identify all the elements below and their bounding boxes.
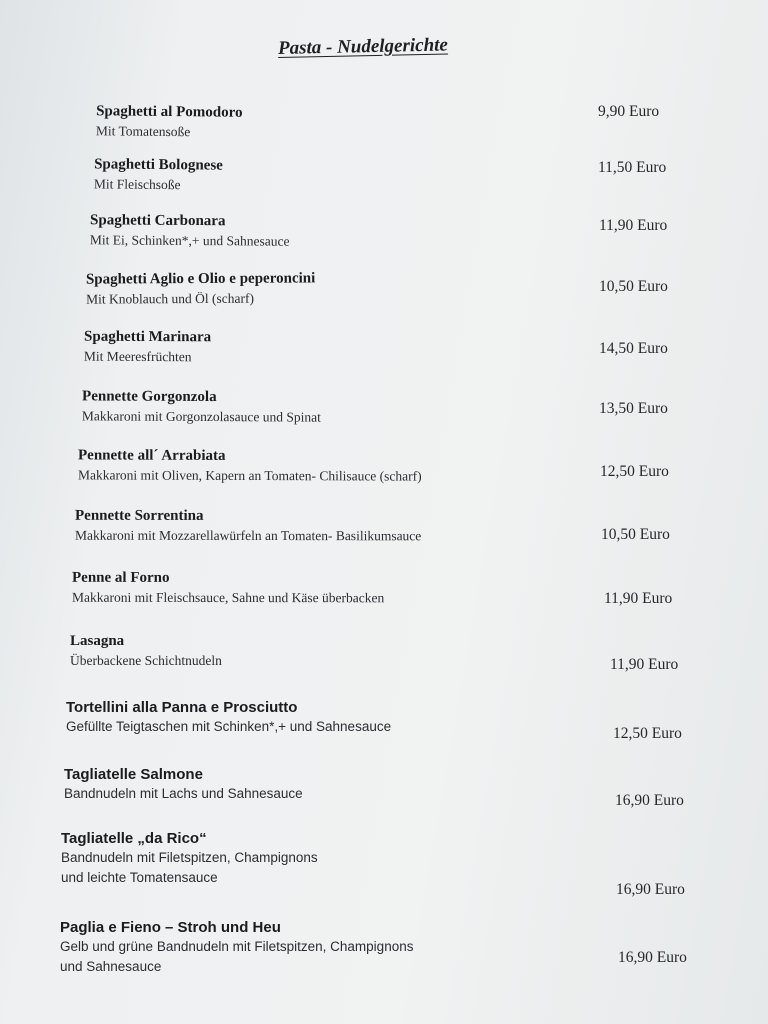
item-name: Pennette Gorgonzola (82, 388, 217, 406)
item-name: Paglia e Fieno – Stroh und Heu (60, 919, 281, 936)
item-description: Mit Knoblauch und Öl (scharf) (86, 290, 255, 307)
menu-item (90, 211, 290, 251)
item-description: Mit Meeresfrüchten (83, 348, 192, 365)
item-description: Bandnudeln mit Filetspitzen, Champignons (61, 850, 318, 865)
item-name: Spaghetti Bolognese (94, 156, 223, 174)
page-title: Pasta - Nudelgerichte (277, 34, 449, 59)
item-name: Spaghetti Carbonara (90, 212, 226, 230)
item-description: Mit Ei, Schinken*,+ und Sahnesauce (89, 232, 290, 249)
item-price: 12,50 Euro (600, 463, 669, 480)
item-price: 16,90 Euro (616, 881, 685, 898)
item-description: Mit Tomatensoße (95, 123, 191, 140)
item-description: Makkaroni mit Oliven, Kapern an Tomaten- Chilisauce (scharf) (77, 467, 422, 484)
item-name: Tagliatelle „da Rico“ (61, 830, 207, 847)
menu-item (94, 155, 223, 195)
menu-item (84, 328, 211, 368)
menu-item (96, 102, 243, 143)
item-description: und Sahnesauce (60, 959, 162, 974)
item-description: Überbackene Schichtnudeln (70, 653, 222, 668)
item-name: Spaghetti Aglio e Olio e peperoncini (85, 270, 316, 288)
item-description: Gelb und grüne Bandnudeln mit Filetspitzen, Champignons (60, 939, 414, 954)
item-price: 14,50 Euro (599, 340, 668, 357)
item-price: 11,50 Euro (598, 159, 667, 176)
item-description: Makkaroni mit Fleischsauce, Sahne und Käse überbacken (71, 589, 385, 606)
menu-item (78, 446, 422, 486)
item-description: und leichte Tomatensauce (61, 870, 218, 885)
menu-item (72, 569, 384, 609)
menu-item (61, 829, 318, 888)
item-name: Penne al Forno (72, 569, 170, 586)
item-price: 11,90 Euro (599, 217, 668, 234)
item-price: 10,50 Euro (601, 526, 670, 543)
item-price: 16,90 Euro (615, 792, 684, 809)
menu-item (86, 269, 316, 309)
item-name: Spaghetti Marinara (84, 328, 212, 346)
item-price: 10,50 Euro (599, 278, 668, 295)
item-description: Makkaroni mit Gorgonzolasauce und Spinat (81, 408, 321, 425)
menu-item (82, 387, 321, 427)
item-name: Tortellini alla Panna e Prosciutto (66, 699, 298, 716)
item-price: 13,50 Euro (599, 400, 668, 417)
item-name: Pennette all´ Arrabiata (78, 447, 226, 464)
menu-item (70, 632, 222, 671)
menu-item (66, 698, 391, 737)
item-price: 9,90 Euro (598, 103, 660, 120)
item-description: Makkaroni mit Mozzarellawürfeln an Tomaten- Basilikumsauce (74, 527, 422, 544)
item-name: Lasagna (70, 633, 125, 649)
item-description: Mit Fleischsoße (93, 176, 181, 193)
item-price: 11,90 Euro (604, 590, 673, 607)
item-name: Spaghetti al Pomodoro (96, 103, 243, 121)
item-description: Gefüllte Teigtaschen mit Schinken*,+ und Sahnesauce (66, 719, 392, 734)
item-price: 12,50 Euro (613, 725, 682, 742)
item-price: 11,90 Euro (610, 656, 679, 673)
item-name: Tagliatelle Salmone (64, 766, 203, 783)
menu-item (75, 507, 421, 547)
item-description: Bandnudeln mit Lachs und Sahnesauce (64, 786, 303, 801)
item-name: Pennette Sorrentina (75, 507, 204, 524)
menu-item (64, 765, 303, 804)
item-price: 16,90 Euro (618, 949, 687, 966)
menu-item (60, 918, 413, 977)
